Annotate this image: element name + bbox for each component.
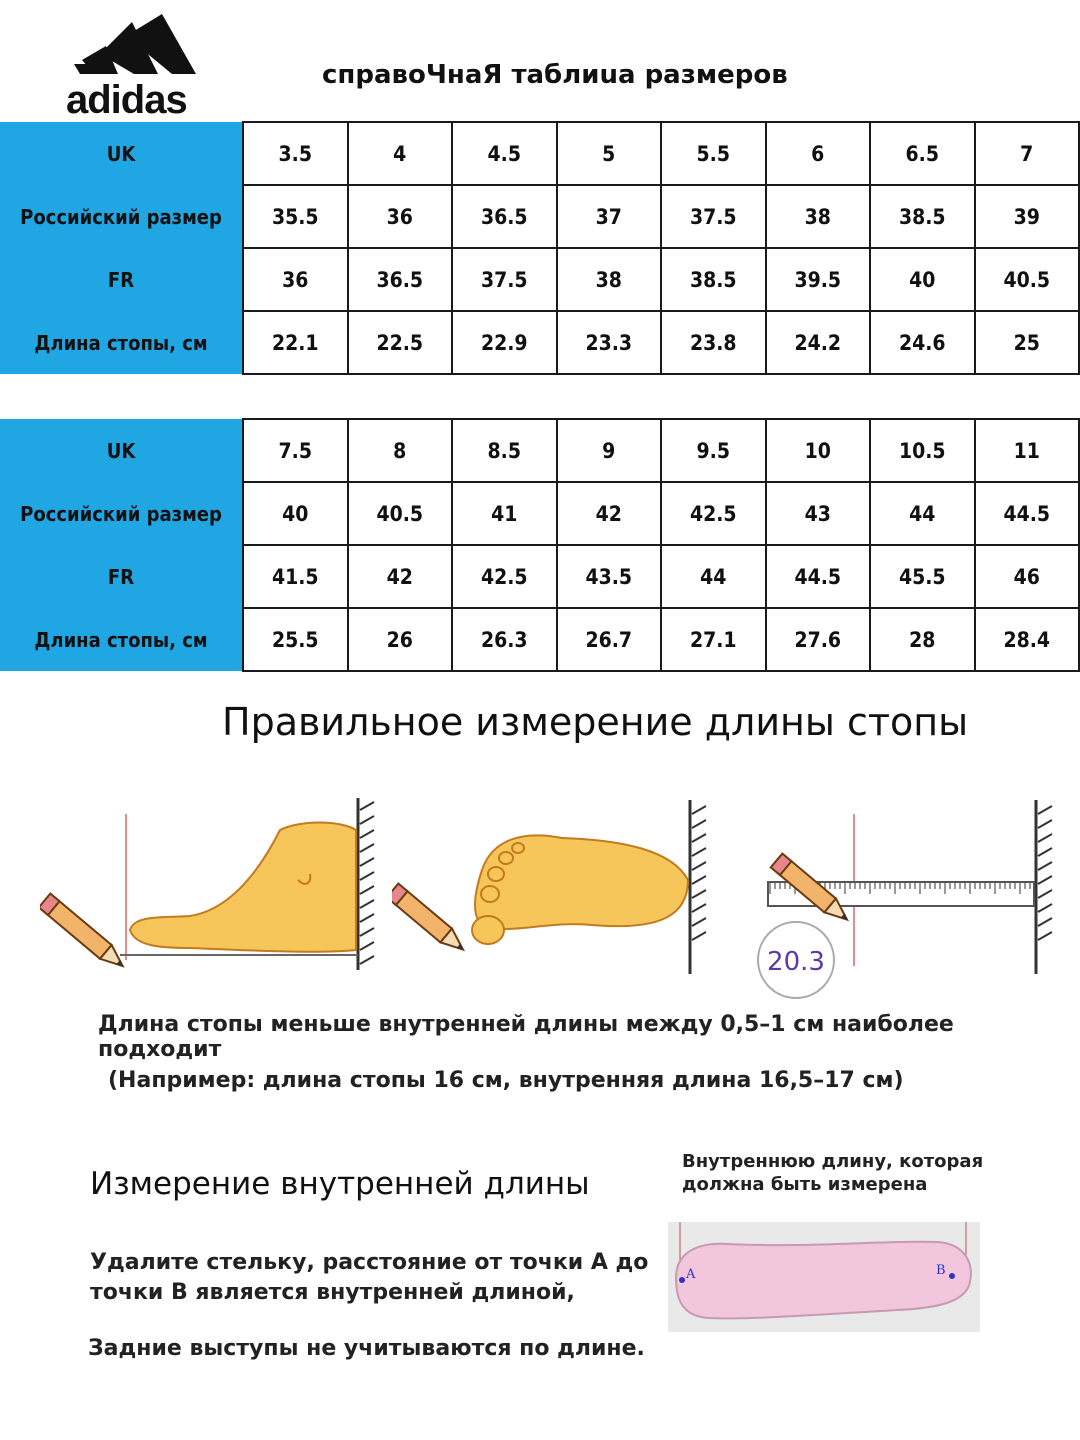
insole-caption: Внутреннюю длину, которая должна быть измерена: [682, 1151, 984, 1195]
size-cell: 23.3: [557, 311, 662, 374]
size-cell: 38: [766, 185, 871, 248]
size-cell: 22.9: [452, 311, 557, 374]
size-cell: 22.5: [348, 311, 453, 374]
size-cell: 6.5: [870, 122, 975, 185]
size-row: [0, 122, 1079, 185]
size-cell: 10: [766, 419, 871, 482]
size-cell: 38.5: [870, 185, 975, 248]
size-table-2: [0, 418, 1080, 672]
insole-photo: [668, 1222, 980, 1332]
size-cell: 36.5: [348, 248, 453, 311]
adidas-logo: [60, 14, 220, 122]
size-cell: 36: [348, 185, 453, 248]
size-cell: 4: [348, 122, 453, 185]
size-cell: 5: [557, 122, 662, 185]
page-title: справоЧнаЯ таблиuа размеров: [322, 60, 788, 90]
size-cell: 39: [975, 185, 1080, 248]
size-cell: 6: [766, 122, 871, 185]
row-header: FR: [0, 248, 243, 311]
size-table-1: [0, 121, 1080, 375]
inner-length-heading: Измерение внутренней длины: [90, 1166, 590, 1202]
size-cell: 38: [557, 248, 662, 311]
size-cell: 4.5: [452, 122, 557, 185]
side-foot-illustration: [40, 790, 380, 980]
ruler-reading: 20.3: [767, 947, 825, 977]
point-b-marker: [949, 1273, 955, 1279]
size-cell: 10.5: [870, 419, 975, 482]
size-cell: 45.5: [870, 545, 975, 608]
point-b-label: B: [936, 1263, 946, 1278]
size-cell: 28.4: [975, 608, 1080, 671]
size-cell: 42: [348, 545, 453, 608]
size-cell: 27.1: [661, 608, 766, 671]
size-row: [0, 248, 1079, 311]
size-cell: 25.5: [243, 608, 348, 671]
size-cell: 37.5: [661, 185, 766, 248]
size-cell: 22.1: [243, 311, 348, 374]
size-cell: 3.5: [243, 122, 348, 185]
size-cell: 23.8: [661, 311, 766, 374]
size-cell: 28: [870, 608, 975, 671]
size-cell: 40.5: [348, 482, 453, 545]
adidas-stripes-icon: [60, 14, 220, 84]
size-cell: 44.5: [766, 545, 871, 608]
size-row: [0, 185, 1079, 248]
size-cell: 26.7: [557, 608, 662, 671]
size-cell: 11: [975, 419, 1080, 482]
size-cell: 8.5: [452, 419, 557, 482]
size-cell: 35.5: [243, 185, 348, 248]
size-cell: 42: [557, 482, 662, 545]
fit-note: Длина стопы меньше внутренней длины между 0,5–1 см наиболее подходит: [98, 1012, 954, 1062]
top-foot-illustration: [392, 790, 732, 980]
size-cell: 43: [766, 482, 871, 545]
row-header: Длина стопы, см: [0, 311, 243, 374]
row-header: FR: [0, 545, 243, 608]
row-header: UK: [0, 122, 243, 185]
size-cell: 5.5: [661, 122, 766, 185]
example-note: (Например: длина стопы 16 см, внутренняя длина 16,5–17 см): [108, 1068, 904, 1093]
size-cell: 24.2: [766, 311, 871, 374]
row-header: Длина стопы, см: [0, 608, 243, 671]
row-header: UK: [0, 419, 243, 482]
row-header: Российский размер: [0, 185, 243, 248]
size-cell: 26.3: [452, 608, 557, 671]
measure-heading: Правильное измерение длины стопы: [222, 700, 969, 744]
size-cell: 36.5: [452, 185, 557, 248]
size-cell: 7: [975, 122, 1080, 185]
size-cell: 40: [870, 248, 975, 311]
size-cell: 36: [243, 248, 348, 311]
point-a-marker: [679, 1277, 685, 1283]
size-cell: 41.5: [243, 545, 348, 608]
row-header: Российский размер: [0, 482, 243, 545]
size-cell: 26: [348, 608, 453, 671]
size-cell: 7.5: [243, 419, 348, 482]
size-cell: 44: [870, 482, 975, 545]
size-cell: 37.5: [452, 248, 557, 311]
adidas-wordmark: adidas: [66, 78, 187, 122]
size-cell: 42.5: [661, 482, 766, 545]
size-cell: 24.6: [870, 311, 975, 374]
size-cell: 9: [557, 419, 662, 482]
size-cell: 44: [661, 545, 766, 608]
size-cell: 9.5: [661, 419, 766, 482]
size-cell: 43.5: [557, 545, 662, 608]
inner-length-instruction: Удалите стельку, расстояние от точки А до точки В является внутренней длиной,: [90, 1250, 649, 1305]
size-cell: 41: [452, 482, 557, 545]
size-cell: 46: [975, 545, 1080, 608]
size-cell: 39.5: [766, 248, 871, 311]
size-cell: 42.5: [452, 545, 557, 608]
point-a-label: A: [686, 1267, 696, 1282]
size-cell: 40.5: [975, 248, 1080, 311]
size-cell: 27.6: [766, 608, 871, 671]
size-cell: 8: [348, 419, 453, 482]
size-cell: 44.5: [975, 482, 1080, 545]
size-row: [0, 419, 1079, 482]
size-row: [0, 482, 1079, 545]
size-row: [0, 545, 1079, 608]
size-cell: 38.5: [661, 248, 766, 311]
size-cell: 40: [243, 482, 348, 545]
size-cell: 37: [557, 185, 662, 248]
size-cell: 25: [975, 311, 1080, 374]
ruler-illustration: [750, 790, 1060, 1010]
size-row: [0, 311, 1079, 374]
inner-length-remark: Задние выступы не учитываются по длине.: [88, 1336, 645, 1361]
size-row: [0, 608, 1079, 671]
